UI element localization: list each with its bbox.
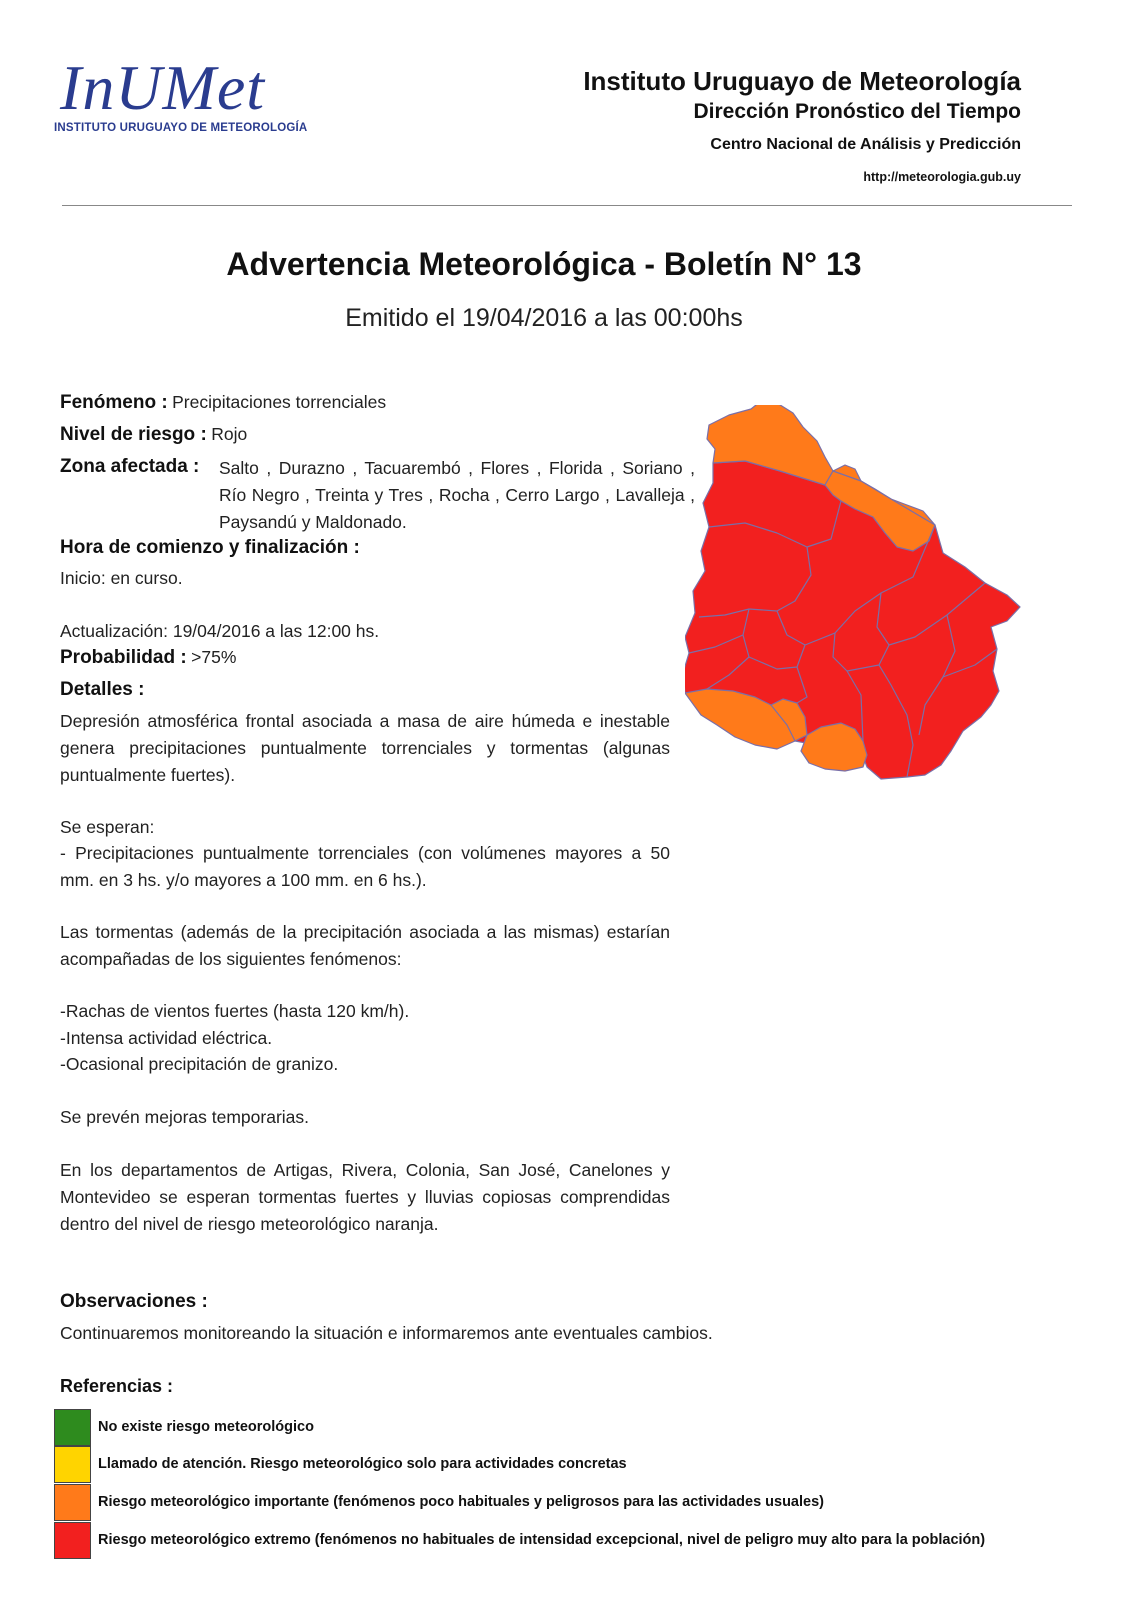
legend-row-orange	[54, 1484, 1064, 1522]
header-direction: Dirección Pronóstico del Tiempo	[693, 100, 1021, 123]
inumet-logo-subtitle: INSTITUTO URUGUAYO DE METEOROLOGÍA	[54, 122, 308, 134]
details-paragraph-5: En los departamentos de Artigas, Rivera, Colonia, San José, Canelones y Montevideo se esperan tormentas fuertes y lluvias copiosas comprendidas dentro del nivel de riesgo meteorológico naranja.	[60, 1160, 670, 1234]
actualizacion-text: Actualización: 19/04/2016 a las 12:00 hs.	[60, 621, 380, 641]
legend-row-red	[54, 1522, 1064, 1560]
header-divider	[62, 205, 1072, 206]
bulletin-issued: Emitido el 19/04/2016 a las 00:00hs	[345, 304, 743, 332]
header-center: Centro Nacional de Análisis y Predicción	[710, 136, 1021, 153]
legend-swatch-green	[54, 1409, 91, 1446]
probabilidad-value: >75%	[191, 647, 237, 667]
nivel-value: Rojo	[211, 424, 248, 444]
details-list-item: -Intensa actividad eléctrica.	[60, 1028, 273, 1048]
details-paragraph-4: Se prevén mejoras temporarias.	[60, 1107, 309, 1127]
details-paragraph-1: Depresión atmosférica frontal asociada a masa de aire húmeda e inestable genera precipitaciones puntualmente torrenciales y tormentas (algunas puntualmente fuertes).	[60, 711, 670, 785]
inicio-text: Inicio: en curso.	[60, 568, 183, 588]
fenomeno-label: Fenómeno :	[60, 392, 168, 413]
zona-value: Salto , Durazno , Tacuarembó , Flores , Florida , Soriano , Río Negro , Treinta y Tres , Rocha , Cerro Largo , Lavalleja , Paysandú y Maldonado.	[219, 458, 695, 532]
legend-row-yellow	[54, 1446, 1064, 1484]
bulletin-title: Advertencia Meteorológica - Boletín N° 13	[226, 246, 862, 282]
legend-swatch-orange	[54, 1484, 91, 1521]
legend-row-green	[54, 1409, 1064, 1447]
details-list-item: -Ocasional precipitación de granizo.	[60, 1054, 339, 1074]
field-probabilidad	[60, 647, 236, 669]
legend-text: No existe riesgo meteorológico	[98, 1419, 314, 1435]
details-expected-item: - Precipitaciones puntualmente torrenciales (con volúmenes mayores a 50 mm. en 3 hs. y/o mayores a 100 mm. en 6 hs.).	[60, 843, 670, 890]
hora-label: Hora de comienzo y finalización :	[60, 537, 360, 558]
field-nivel	[60, 424, 247, 446]
fenomeno-value: Precipitaciones torrenciales	[172, 392, 387, 412]
legend-text: Llamado de atención. Riesgo meteorológico solo para actividades concretas	[98, 1456, 627, 1472]
observaciones-text: Continuaremos monitoreando la situación e informaremos ante eventuales cambios.	[60, 1323, 713, 1343]
referencias-label: Referencias :	[60, 1376, 174, 1396]
nivel-label: Nivel de riesgo :	[60, 424, 207, 445]
header-url[interactable]: http://meteorologia.gub.uy	[863, 170, 1021, 184]
inumet-logo-wordmark: InUMet	[60, 52, 266, 123]
detalles-label: Detalles :	[60, 679, 145, 700]
legend-text: Riesgo meteorológico importante (fenómenos poco habituales y peligrosos para las actividades usuales)	[98, 1494, 824, 1510]
legend-swatch-red	[54, 1522, 91, 1559]
probabilidad-label: Probabilidad :	[60, 647, 187, 668]
details-paragraph-3: Las tormentas (además de la precipitación asociada a las mismas) estarían acompañadas de los siguientes fenómenos:	[60, 922, 670, 969]
legend-swatch-yellow	[54, 1446, 91, 1483]
observaciones-label: Observaciones :	[60, 1291, 208, 1312]
details-list-item: -Rachas de vientos fuertes (hasta 120 km/h).	[60, 1001, 410, 1021]
uruguay-risk-map	[685, 405, 1045, 800]
zona-label: Zona afectada :	[60, 456, 200, 477]
field-fenomeno	[60, 392, 386, 414]
header-institute: Instituto Uruguayo de Meteorología	[583, 66, 1021, 96]
legend-text: Riesgo meteorológico extremo (fenómenos no habituales de intensidad excepcional, nivel de peligro muy alto para la población)	[98, 1532, 986, 1548]
details-expected-intro: Se esperan:	[60, 817, 155, 837]
map-departments	[685, 405, 1020, 779]
